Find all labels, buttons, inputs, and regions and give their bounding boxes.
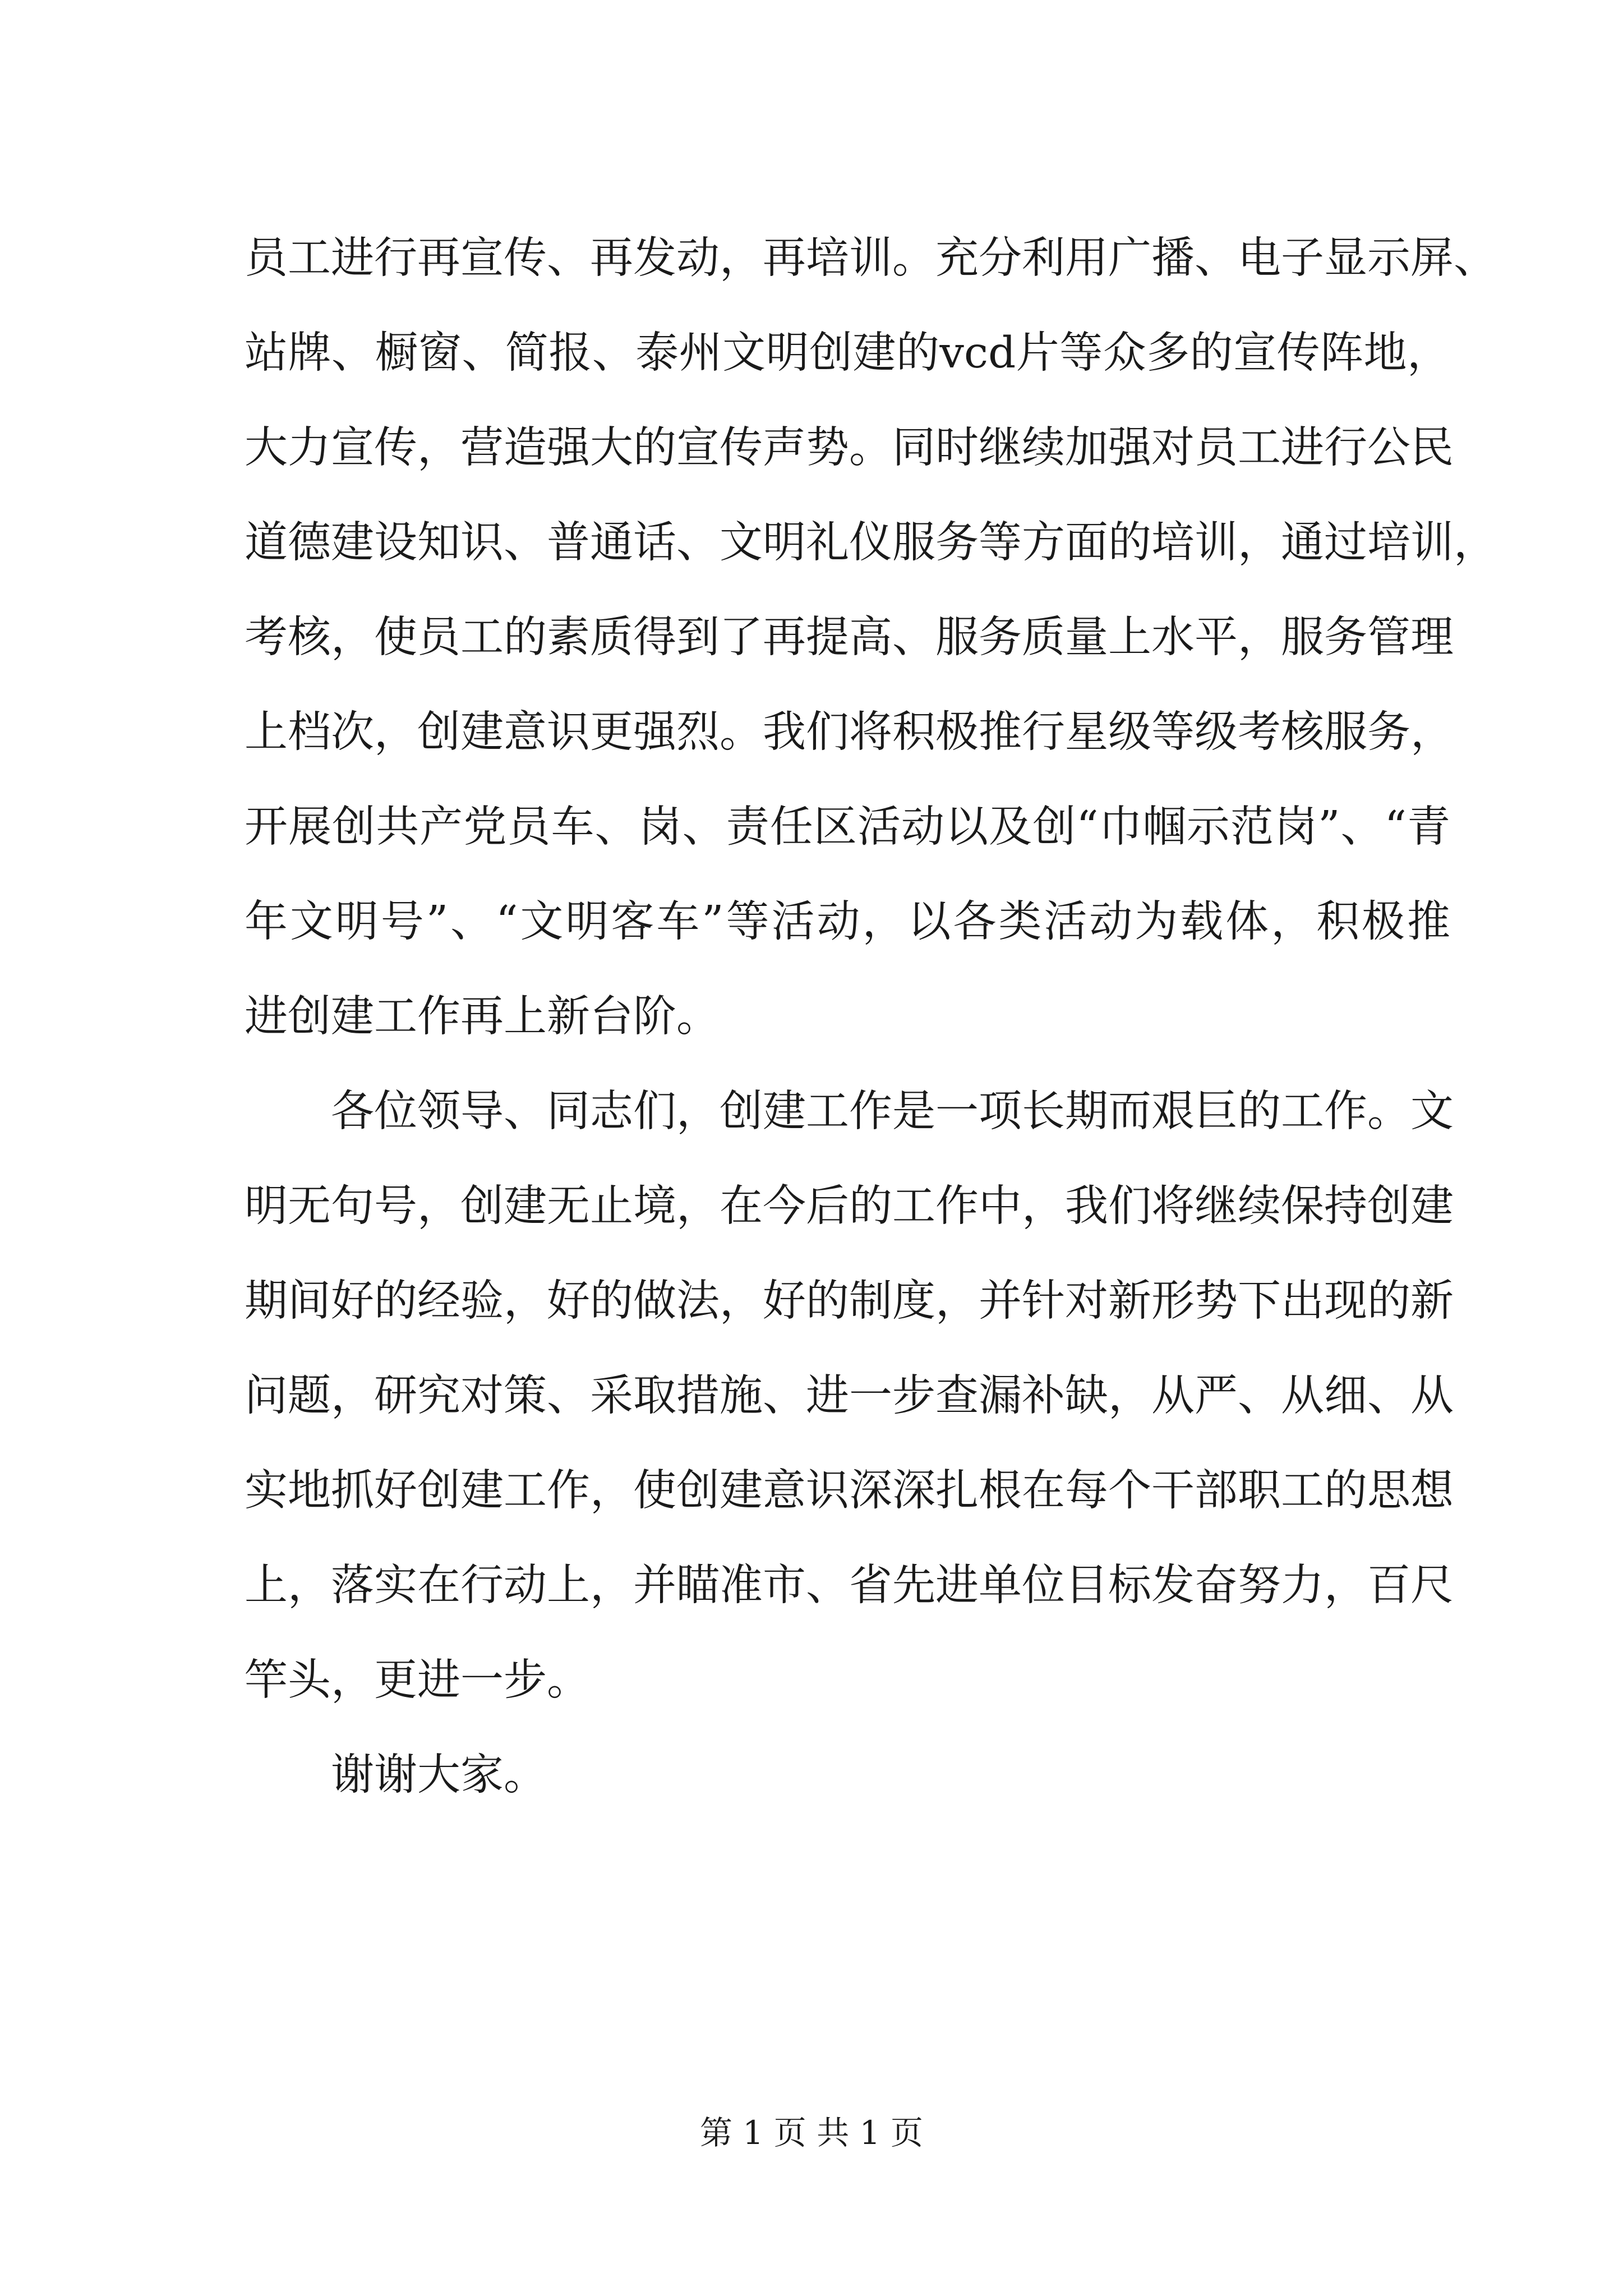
paragraph-2-line-1: 各位领导、同志们，创建工作是一项长期而艰巨的工作。文 [331, 1087, 1454, 1137]
paragraph-1-line-6: 上档次，创建意识更强烈。我们将积极推行星级等级考核服务， [245, 707, 1454, 757]
paragraph-3-line-1: 谢谢大家。 [331, 1750, 547, 1800]
paragraph-2-line-6: 上，落实在行动上，并瞄准市、省先进单位目标发奋努力，百尺 [245, 1561, 1454, 1611]
paragraph-1-line-2: 站牌、橱窗、简报、泰州文明创建的vcd片等众多的宣传阵地， [245, 328, 1450, 378]
paragraph-2-line-7: 竿头，更进一步。 [245, 1655, 590, 1705]
paragraph-2-line-5: 实地抓好创建工作，使创建意识深深扎根在每个干部职工的思想 [245, 1466, 1454, 1516]
paragraph-1-line-5: 考核，使员工的素质得到了再提高、服务质量上水平，服务管理 [245, 613, 1454, 662]
paragraph-2-line-2: 明无句号，创建无止境，在今后的工作中，我们将继续保持创建 [245, 1181, 1454, 1231]
paragraph-1-line-9: 进创建工作再上新台阶。 [245, 992, 720, 1042]
document-body [245, 211, 1497, 1823]
page-footer [0, 2106, 1623, 2154]
paragraph-2-line-4: 问题，研究对策、采取措施、进一步查漏补缺，从严、从细、从 [245, 1371, 1454, 1421]
paragraph-1-line-1: 员工进行再宣传、再发动，再培训。充分利用广播、电子显示屏、 [245, 233, 1497, 283]
paragraph-2-line-3: 期间好的经验，好的做法，好的制度，并针对新形势下出现的新 [245, 1276, 1454, 1326]
paragraph-1-line-3: 大力宣传，营造强大的宣传声势。同时继续加强对员工进行公民 [245, 423, 1454, 473]
page-number-label: 第 1 页 共 1 页 [700, 2114, 923, 2152]
paragraph-1-line-8: 年文明号”、“文明客车”等活动，以各类活动为载体，积极推 [245, 897, 1450, 947]
paragraph-1-line-4: 道德建设知识、普通话、文明礼仪服务等方面的培训，通过培训， [245, 518, 1497, 568]
paragraph-1-line-7: 开展创共产党员车、岗、责任区活动以及创“巾帼示范岗”、“青 [245, 802, 1450, 852]
